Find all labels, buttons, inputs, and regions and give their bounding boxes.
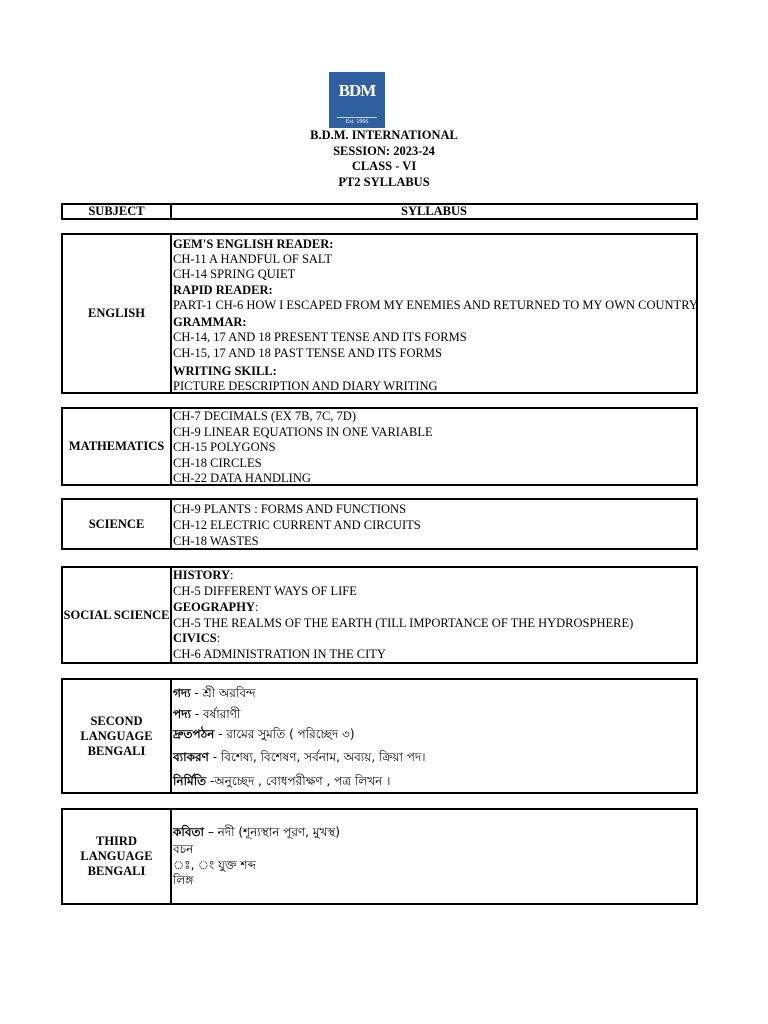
subject-name: ENGLISH — [63, 235, 172, 392]
section-key: গদ্য — [173, 686, 191, 700]
syllabus-line: ঃ, ং যুক্ত শব্দ — [173, 858, 256, 872]
subject-name: SCIENCE — [63, 500, 172, 548]
section-heading: GRAMMAR: — [173, 315, 247, 329]
class: CLASS - VI — [351, 159, 417, 173]
syllabus-line — [173, 748, 426, 766]
logo-monogram: BDM — [338, 81, 376, 100]
section-value: - রামের সুমতি ( পরিচ্ছেদ ৩) — [214, 727, 355, 741]
syllabus-cell — [172, 409, 696, 484]
section-key: নির্মিতি — [173, 774, 207, 788]
section-heading — [173, 631, 220, 645]
document-header — [0, 128, 768, 190]
section-value: - বিশেষ্য, বিশেষণ, সর্বনাম, অব্যয়, ক্রিয়া পদ। — [208, 750, 426, 764]
syllabus-line: CH-7 DECIMALS (EX 7B, 7C, 7D) — [173, 409, 356, 423]
syllabus-line: CH-5 DIFFERENT WAYS OF LIFE — [173, 584, 357, 598]
syllabus-line: CH-5 THE REALMS OF THE EARTH (TILL IMPORTANCE OF THE HYDROSPHERE) — [173, 616, 634, 630]
syllabus-column-header: SYLLABUS — [401, 204, 467, 218]
syllabus-line: CH-12 ELECTRIC CURRENT AND CIRCUITS — [173, 518, 421, 532]
colon: : — [254, 600, 259, 614]
section-value: – নদী (শূন্যস্থান পূরণ, মুখস্থ) — [204, 825, 340, 839]
section-key: দ্রুতপঠন — [173, 727, 215, 741]
subject-name — [63, 810, 172, 903]
science-row — [61, 498, 698, 550]
syllabus-line: বচন — [173, 842, 194, 856]
syllabus-line — [173, 684, 256, 702]
syllabus-line: CH-22 DATA HANDLING — [173, 471, 311, 485]
syllabus-cell — [172, 568, 696, 662]
syllabus-line: PICTURE DESCRIPTION AND DIARY WRITING — [173, 379, 438, 393]
section-value: - শ্রী অরবিন্দ — [190, 686, 256, 700]
session: SESSION: 2023-24 — [333, 143, 435, 158]
subject-name-line: THIRD — [96, 834, 137, 848]
syllabus-column-cell — [172, 205, 696, 218]
section-key: ব্যাকরণ — [173, 750, 209, 764]
subject-name-line: LANGUAGE — [80, 849, 153, 863]
subject-column-header: SUBJECT — [63, 205, 172, 218]
school-name: B.D.M. INTERNATIONAL — [310, 128, 458, 142]
syllabus-line: লিঙ্গ — [173, 873, 194, 887]
syllabus-cell — [172, 680, 696, 792]
syllabus-line — [173, 705, 240, 723]
syllabus-line: CH-15 POLYGONS — [173, 440, 276, 454]
syllabus-line — [173, 772, 390, 790]
syllabus-line: CH-18 CIRCLES — [173, 456, 262, 470]
syllabus-cell — [172, 810, 696, 903]
syllabus-cell — [172, 500, 696, 548]
syllabus-line: CH-6 ADMINISTRATION IN THE CITY — [173, 647, 386, 661]
subject-name-line: BENGALI — [87, 743, 146, 758]
syllabus-cell — [172, 235, 696, 392]
subject-name-line: BENGALI — [87, 864, 146, 878]
section-heading — [173, 568, 233, 582]
section-key: কবিতা — [173, 825, 204, 839]
history-heading: HISTORY — [173, 568, 230, 582]
syllabus-line: CH-14 SPRING QUIET — [173, 267, 296, 281]
mathematics-row — [61, 407, 698, 486]
subject-name-line: SECOND — [90, 713, 143, 728]
colon: : — [230, 568, 234, 582]
section-heading: GEM'S ENGLISH READER: — [173, 237, 334, 251]
civics-heading: CIVICS — [173, 631, 217, 645]
syllabus-line: CH-14, 17 AND 18 PRESENT TENSE AND ITS FORMS — [173, 330, 467, 344]
english-row — [61, 233, 698, 394]
section-heading: RAPID READER: — [173, 283, 273, 297]
subject-name: MATHEMATICS — [63, 409, 172, 484]
syllabus-line: CH-9 PLANTS : FORMS AND FUNCTIONS — [173, 502, 407, 516]
section-heading: WRITING SKILL: — [173, 364, 277, 378]
third-language-row — [61, 808, 698, 905]
school-logo — [329, 72, 385, 128]
geography-heading: GEOGRAPHY — [173, 600, 255, 614]
social-science-row — [61, 566, 698, 664]
subject-name-line: LANGUAGE — [80, 728, 153, 743]
syllabus-line — [173, 725, 355, 743]
colon: : — [216, 631, 221, 645]
syllabus-line: PART-1 CH-6 HOW I ESCAPED FROM MY ENEMIES AND RETURNED TO MY OWN COUNTRY — [173, 298, 698, 312]
table-header — [61, 203, 698, 220]
section-value: - বর্ষারাণী — [190, 707, 241, 721]
section-heading — [173, 600, 258, 614]
subject-name — [63, 680, 172, 792]
syllabus-line: CH-15, 17 AND 18 PAST TENSE AND ITS FORMS — [173, 346, 442, 360]
logo-est: Est. 1966 — [337, 117, 377, 125]
syllabus-line: CH-9 LINEAR EQUATIONS IN ONE VARIABLE — [173, 425, 433, 439]
syllabus-line: CH-18 WASTES — [173, 534, 259, 548]
subject-name: SOCIAL SCIENCE — [63, 568, 172, 662]
syllabus-line: CH-11 A HANDFUL OF SALT — [173, 252, 333, 266]
document-title: PT2 SYLLABUS — [338, 174, 430, 189]
section-value: -অনুচ্ছেদ , বোধপরীক্ষণ , পত্র লিখন । — [206, 774, 391, 788]
second-language-row — [61, 678, 698, 794]
section-key: পদ্য — [173, 707, 191, 721]
syllabus-line — [173, 824, 340, 840]
